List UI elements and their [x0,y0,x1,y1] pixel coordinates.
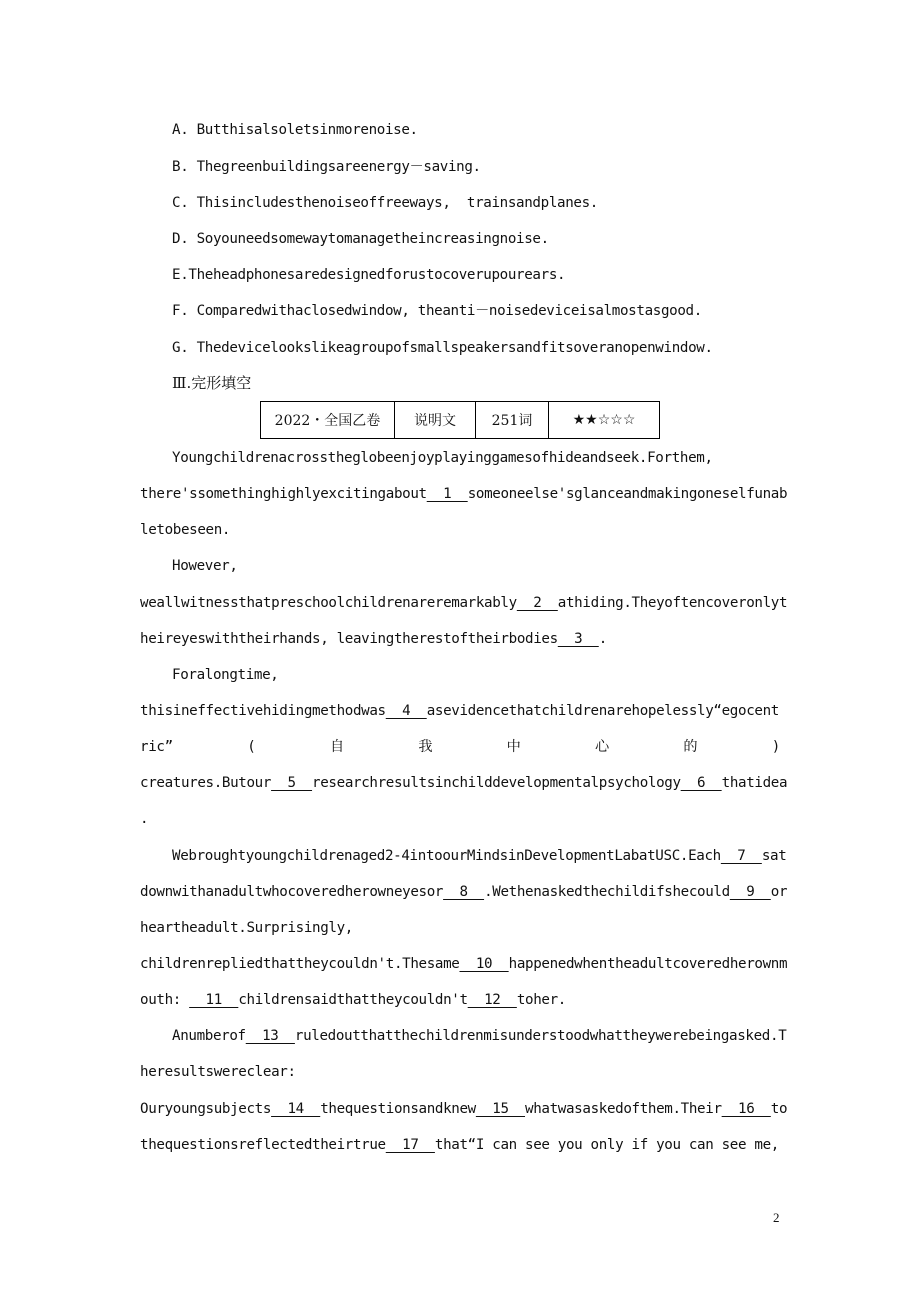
blank-8: 8 [443,884,485,900]
passage-line: However, [172,558,238,574]
blank-9: 9 [729,884,771,900]
passage-line: letobeseen. [140,522,231,538]
option-a: A. Butthisalsoletsinmorenoise. [172,122,418,138]
info-genre: 说明文 [395,402,476,439]
blank-2: 2 [516,595,558,611]
blank-13: 13 [245,1028,295,1044]
passage-line: . [140,811,149,827]
blank-15: 15 [475,1101,526,1117]
passage-line: weallwitnessthatpreschoolchildrenareremarkably 2 athiding.Theyoftencoveronlyt [140,595,788,611]
option-g: G. Thedevicelookslikeagroupofsmallspeakersandfitsoveranopenwindow. [172,340,713,356]
passage-line: childrenrepliedthattheycouldn't.Thesame 10 happenedwhentheadultcoveredherownm [140,956,788,972]
passage-line: thequestionsreflectedtheirtrue 17 that“I can see you only if you can see me, [140,1137,779,1153]
blank-5: 5 [271,775,313,791]
info-difficulty: ★★☆☆☆ [549,402,660,439]
info-table [260,401,660,439]
info-source: 2022・全国乙卷 [261,402,395,439]
blank-3: 3 [557,631,599,647]
info-word-count: 251词 [476,402,549,439]
passage-line: creatures.Butour 5 researchresultsinchilddevelopmentalpsychology 6 thatidea [140,775,788,791]
passage-line: Webroughtyoungchildrenaged2-4intoourMindsinDevelopmentLabatUSC.Each 7 sat [172,848,787,864]
option-b: B. Thegreenbuildingsareenergy－saving. [172,159,481,175]
passage-line: thisineffectivehidingmethodwas 4 asevidencethatchildrenarehopelessly“egocent [140,703,779,719]
passage-line: outh: 11 childrensaidthattheycouldn't 12 toher. [140,992,566,1008]
passage-line-justified: ric” ( 自 我 中 心 的 ) [140,739,780,755]
blank-16: 16 [721,1101,771,1117]
blank-10: 10 [459,956,509,972]
passage-line: Foralongtime, [172,667,279,683]
passage-line: heartheadult.Surprisingly, [140,920,353,936]
blank-6: 6 [680,775,722,791]
blank-7: 7 [720,848,762,864]
page-number: 2 [773,1210,780,1225]
option-f: F. Comparedwithaclosedwindow, theanti－noisedeviceisalmostasgood. [172,303,702,319]
passage-line: Youngchildrenacrosstheglobeenjoyplayinggamesofhideandseek.Forthem, [172,450,713,466]
passage-line: heresultswereclear: [140,1064,296,1080]
section-heading: Ⅲ.完形填空 [172,374,252,392]
blank-17: 17 [385,1137,435,1153]
passage-line: there'ssomethinghighlyexcitingabout 1 someoneelse'sglanceandmakingoneselfunab [140,486,788,502]
option-d: D. Soyouneedsomewaytomanagetheincreasingnoise. [172,231,549,247]
blank-4: 4 [385,703,427,719]
blank-14: 14 [271,1101,321,1117]
passage-line: downwithanadultwhocoveredherowneyesor 8 .Wethenaskedthechildifshecould 9 or [140,884,788,900]
option-c: C. Thisincludesthenoiseoffreeways, trainsandplanes. [172,195,598,211]
passage-line: Anumberof 13 ruledoutthatthechildrenmisunderstoodwhattheywerebeingasked.T [172,1028,787,1044]
passage-line: Ouryoungsubjects 14 thequestionsandknew 15 whatwasaskedofthem.Their 16 to [140,1101,788,1117]
blank-12: 12 [467,992,517,1008]
blank-1: 1 [426,486,468,502]
blank-11: 11 [189,992,239,1008]
passage-line: heireyeswiththeirhands, leavingtherestoftheirbodies 3 . [140,631,607,647]
option-e: E.Theheadphonesaredesignedforustocoverupourears. [172,267,566,283]
